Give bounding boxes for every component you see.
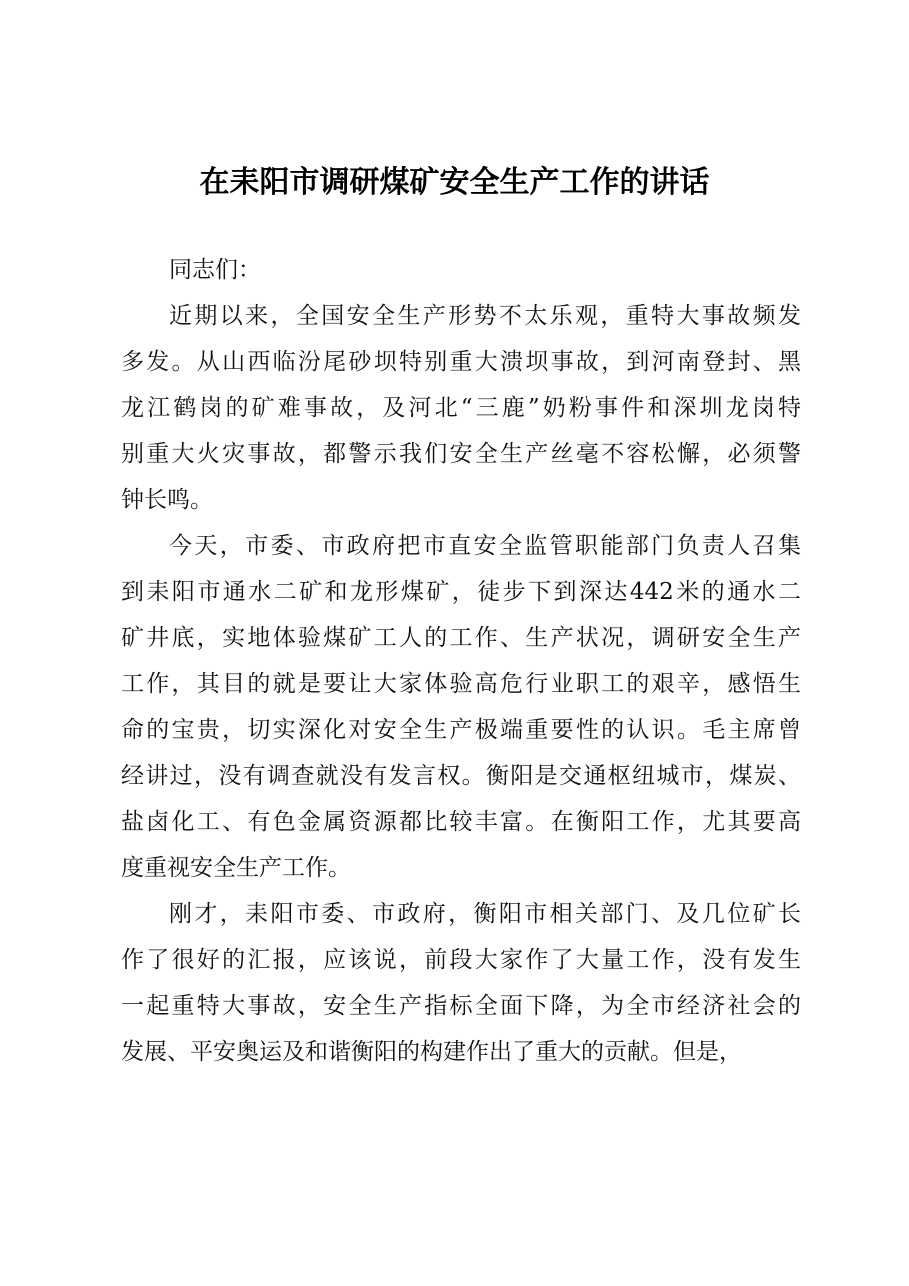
salutation: 同志们： [169,257,261,283]
paragraph-1-line-4: 别重大火灾事故，都警示我们安全生产丝毫不容松懈，必须警 [121,441,801,467]
document-title: 在耒阳市调研煤矿安全生产工作的讲话 [199,165,710,200]
paragraph-1-line-2: 多发。从山西临汾尾砂坝特别重大溃坝事故，到河南登封、黑 [121,349,801,375]
paragraph-2-line-8: 度重视安全生产工作。 [121,855,351,881]
paragraph-3-line-3: 一起重特大事故，安全生产指标全面下降，为全市经济社会的 [121,993,801,1019]
paragraph-3-line-1: 刚才，耒阳市委、市政府，衡阳市相关部门、及几位矿长 [169,901,801,927]
paragraph-2-line-7: 盐卤化工、有色金属资源都比较丰富。在衡阳工作，尤其要高 [121,809,801,835]
paragraph-2-line-5: 命的宝贵，切实深化对安全生产极端重要性的认识。毛主席曾 [121,717,801,743]
paragraph-1-line-3: 龙江鹤岗的矿难事故，及河北“三鹿”奶粉事件和深圳龙岗特 [121,395,801,421]
document-body [121,247,801,1075]
paragraph-2-line-2: 到耒阳市通水二矿和龙形煤矿，徒步下到深达442米的通水二 [121,579,801,605]
paragraph-2-line-6: 经讲过，没有调查就没有发言权。衡阳是交通枢纽城市，煤炭、 [121,763,801,789]
paragraph-2-line-4: 工作，其目的就是要让大家体验高危行业职工的艰辛，感悟生 [121,671,801,697]
paragraph-1-line-5: 钟长鸣。 [121,487,213,513]
paragraph-2-line-1: 今天，市委、市政府把市直安全监管职能部门负责人召集 [169,533,801,559]
paragraph-2-line-3: 矿井底，实地体验煤矿工人的工作、生产状况，调研安全生产 [121,625,801,651]
paragraph-3-line-4: 发展、平安奥运及和谐衡阳的构建作出了重大的贡献。但是， [121,1039,742,1065]
paragraph-3-line-2: 作了很好的汇报，应该说，前段大家作了大量工作，没有发生 [121,947,801,973]
paragraph-1-line-1: 近期以来，全国安全生产形势不太乐观，重特大事故频发 [169,303,801,329]
